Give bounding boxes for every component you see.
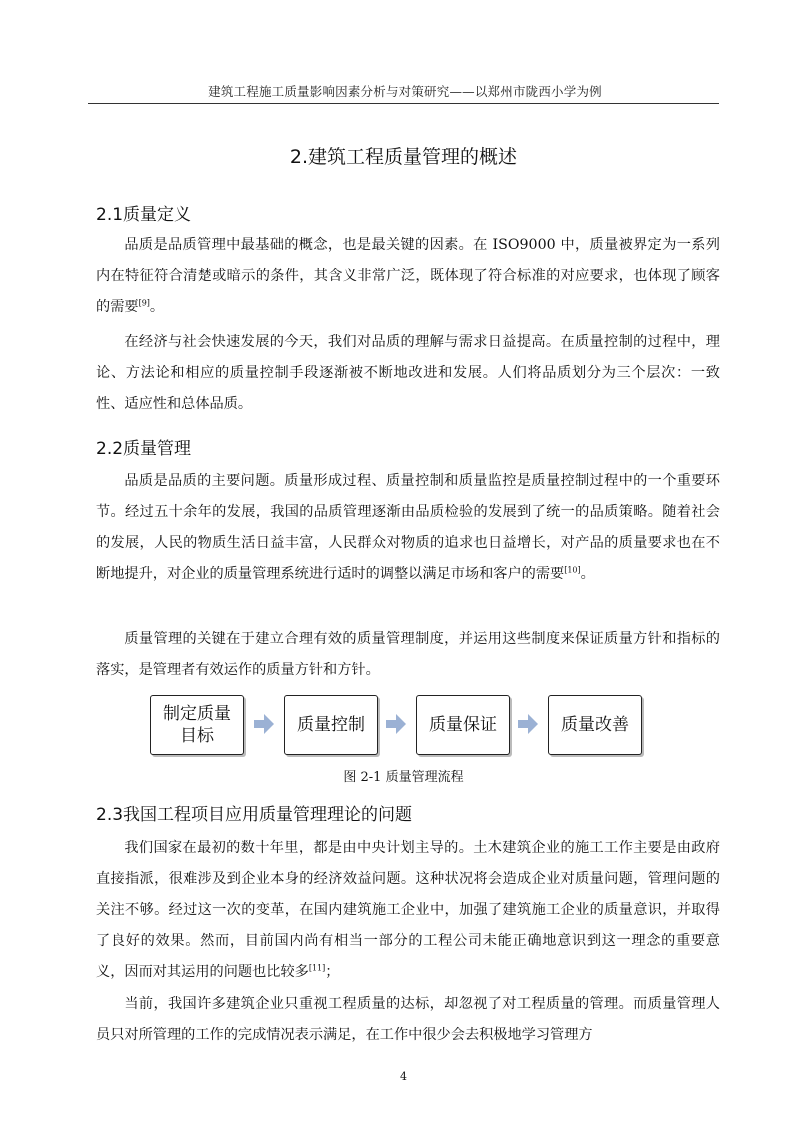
citation-ref: [11] <box>308 963 326 973</box>
chapter-title: 2.建筑工程质量管理的概述 <box>289 146 518 168</box>
arrow-right-icon <box>518 714 538 734</box>
paragraph: 当前，我国许多建筑企业只重视工程质量的达标，却忽视了对工程质量的管理。而质量管理人员只对所管理的工作的完成情况表示满足，在工作中很少会去积极地学习管理方 <box>96 996 720 1043</box>
citation-ref: [9] <box>138 298 150 308</box>
section-title-2-2: 2.2质量管理 <box>96 439 192 459</box>
header-rule <box>88 103 719 104</box>
paragraph: 品质是品质的主要问题。质量形成过程、质量控制和质量监控是质量控制过程中的一个重要环节。经过五十余年的发展，我国的品质管理逐渐由品质检验的发展到了统一的品质策略。随着社会的发展，人民的物质生活日益丰富，人民群众对物质的追求也日益增长，对产品的质量要求也在不断地提升，对企业的质量管理系统进行适时的调整以满足市场和客户的需要[10]。 <box>96 473 720 582</box>
page-number: 4 <box>400 1070 407 1083</box>
arrow-right-icon <box>386 714 406 734</box>
paragraph: 我们国家在最初的数十年里，都是由中央计划主导的。土木建筑企业的施工工作主要是由政府直接指派，很难涉及到企业本身的经济效益问题。这种状况将会造成企业对质量问题，管理问题的关注不够。经过这一次的变革，在国内建筑施工企业中，加强了建筑施工企业的质量意识，并取得了良好的效果。然而，目前国内尚有相当一部分的工程公司未能正确地意识到这一理念的重要意义，因而对其运用的问题也比较多[11]； <box>96 840 720 980</box>
flow-step-set-goals: 制定质量 目标 <box>150 695 244 755</box>
quality-management-flowchart <box>150 695 643 757</box>
paragraph: 在经济与社会快速发展的今天，我们对品质的理解与需求日益提高。在质量控制的过程中，理论、方法论和相应的质量控制手段逐渐被不断地改进和发展。人们将品质划分为三个层次：一致性、适应性和总体品质。 <box>96 334 720 412</box>
paragraph: 质量管理的关键在于建立合理有效的质量管理制度，并运用这些制度来保证质量方针和指标的落实，是管理者有效运作的质量方针和方针。 <box>96 631 720 678</box>
section-title-2-1: 2.1质量定义 <box>96 205 192 225</box>
flow-step-quality-improvement: 质量改善 <box>548 695 642 755</box>
running-header: 建筑工程施工质量影响因素分析与对策研究——以郑州市陇西小学为例 <box>208 84 602 99</box>
paragraph: 品质是品质管理中最基础的概念，也是最关键的因素。在 ISO9000 中，质量被界定为一系列内在特征符合清楚或暗示的条件，其含义非常广泛，既体现了符合标准的对应要求，也体现了顾客的需要[9]。 <box>96 237 720 315</box>
figure-caption: 图 2-1 质量管理流程 <box>343 770 464 785</box>
flow-step-quality-control: 质量控制 <box>284 695 378 755</box>
flow-step-quality-assurance: 质量保证 <box>416 695 510 755</box>
citation-ref: [10] <box>564 565 581 575</box>
section-title-2-3: 2.3我国工程项目应用质量管理理论的问题 <box>96 805 413 825</box>
arrow-right-icon <box>254 714 274 734</box>
